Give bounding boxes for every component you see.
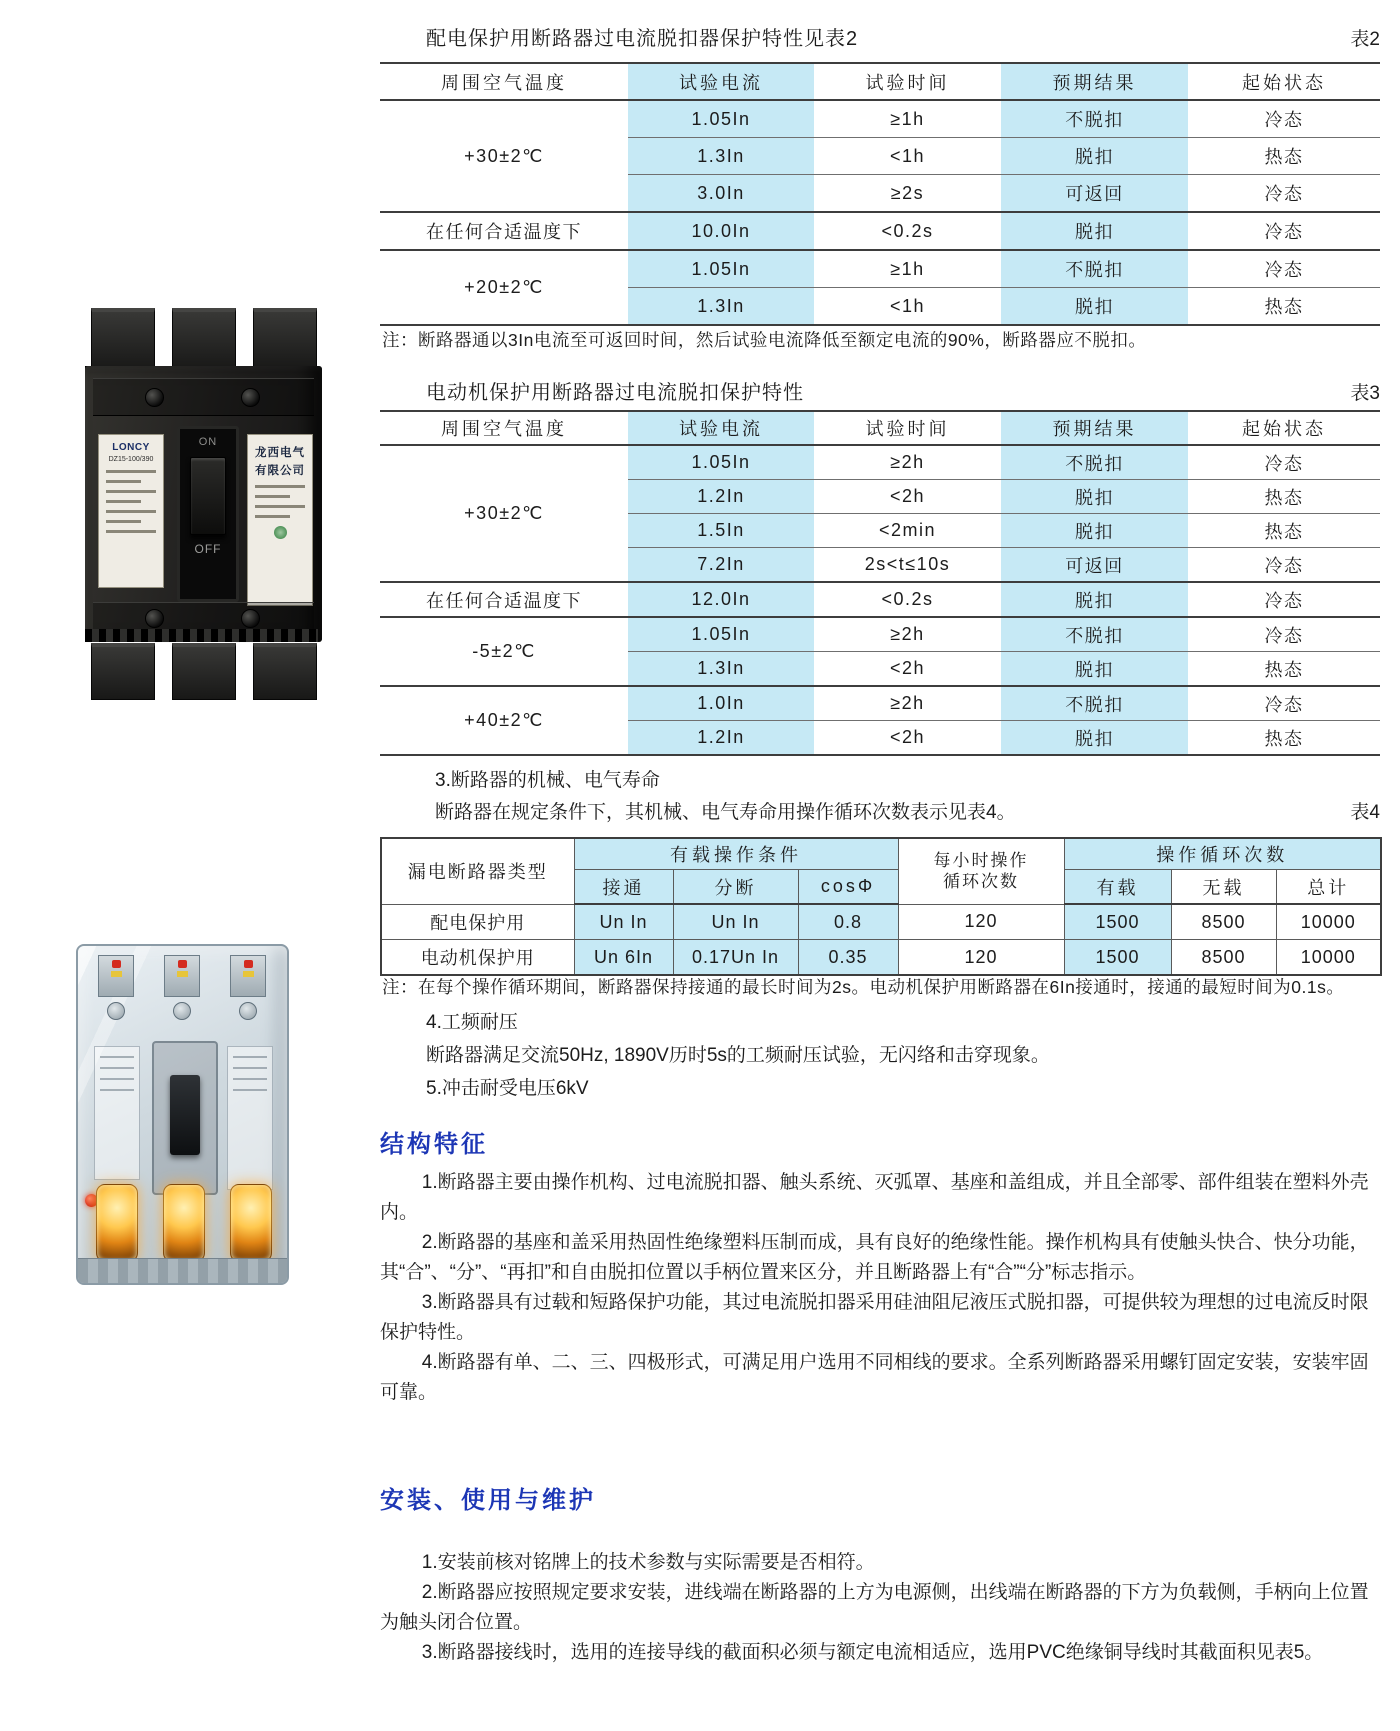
header-cell: 无载 bbox=[1171, 870, 1276, 905]
cell: 2s<t≤10s bbox=[814, 548, 1001, 583]
company-name-line1: 龙西电气 bbox=[255, 447, 305, 459]
table-row bbox=[381, 904, 1381, 940]
cell: 冷态 bbox=[1188, 548, 1380, 583]
cell: 冷态 bbox=[1188, 250, 1380, 288]
cell: 1.3In bbox=[628, 288, 814, 326]
cell: 1.3In bbox=[628, 138, 814, 175]
header-cell: 漏电断路器类型 bbox=[381, 838, 574, 904]
cell: 1.2In bbox=[628, 480, 814, 514]
table4-note: 注：在每个操作循环期间，断路器保持接通的最长时间为2s。电动机保护用断路器在6In接通时，接通的最短时间为0.1s。 bbox=[382, 977, 1345, 997]
paragraph: 1.安装前核对铭牌上的技术参数与实际需要是否相符。 bbox=[421, 1552, 875, 1573]
cell: 0.8 bbox=[798, 904, 898, 940]
breaker-right-label bbox=[247, 434, 313, 606]
cell: ≥1h bbox=[814, 250, 1001, 288]
screw-icon bbox=[107, 1002, 125, 1020]
header-cell: 试验电流 bbox=[628, 63, 814, 100]
paragraph: 3.断路器接线时，选用的连接导线的截面积必须与额定电流相适应，选用PVC绝缘铜导线时其截面积见表5。 bbox=[421, 1642, 1324, 1663]
cell: 1.05In bbox=[628, 100, 814, 138]
cell: <2h bbox=[814, 652, 1001, 687]
company-name-line2: 有限公司 bbox=[255, 465, 305, 477]
cell: 7.2In bbox=[628, 548, 814, 583]
screw-icon bbox=[241, 609, 260, 628]
cell: 冷态 bbox=[1188, 582, 1380, 617]
breaker-vent-strip bbox=[85, 629, 318, 642]
cell: 1.2In bbox=[628, 721, 814, 756]
cell: 8500 bbox=[1171, 904, 1276, 940]
paragraph: 2.断路器的基座和盖采用热固性绝缘塑料压制而成，具有良好的绝缘性能。操作机构具有使触头快合、快分功能，其“合”、“分”、“再扣”和自由脱扣位置以手柄位置来区分，并且断路器上有“合”“分”标志指示。 bbox=[380, 1232, 1369, 1283]
group-header-cell: 有载操作条件 bbox=[574, 838, 898, 870]
cell: <0.2s bbox=[814, 582, 1001, 617]
per-hour-line2: 循环次数 bbox=[943, 872, 1020, 892]
black-breaker-photo bbox=[85, 308, 322, 700]
cell: 1.3In bbox=[628, 652, 814, 687]
table2-note: 注：断路器通以3In电流至可返回时间，然后试验电流降低至额定电流的90%，断路器应不脱扣。 bbox=[382, 330, 1147, 350]
paragraph: 2.断路器应按照规定要求安装，进线端在断路器的上方为电源侧，出线端在断路器的下方为负载侧，手柄向上位置为触头闭合位置。 bbox=[380, 1582, 1369, 1633]
table-row bbox=[380, 445, 1380, 480]
breaker-toggle-handle bbox=[190, 457, 226, 535]
faint-label bbox=[227, 1046, 273, 1190]
screw-icon bbox=[239, 1002, 257, 1020]
cell: ≥2s bbox=[814, 175, 1001, 213]
cell: ≥2h bbox=[814, 445, 1001, 480]
structure-paragraphs bbox=[380, 1168, 1380, 1408]
cell: 热态 bbox=[1188, 721, 1380, 756]
header-cell: 试验时间 bbox=[814, 63, 1001, 100]
cell: 热态 bbox=[1188, 288, 1380, 326]
cell: 10000 bbox=[1276, 940, 1381, 976]
cell: 120 bbox=[898, 904, 1064, 940]
temp-cell: +30±2℃ bbox=[380, 445, 628, 582]
cell: 1500 bbox=[1064, 904, 1171, 940]
temp-cell: 在任何合适温度下 bbox=[380, 212, 628, 250]
cell: <2h bbox=[814, 721, 1001, 756]
cell: 脱扣 bbox=[1001, 652, 1188, 687]
cell: 脱扣 bbox=[1001, 721, 1188, 756]
table3-title: 电动机保护用断路器过电流脱扣保护特性 bbox=[426, 382, 804, 404]
table-row bbox=[380, 686, 1380, 721]
table-row bbox=[380, 250, 1380, 288]
breaker-bottom-terminal bbox=[253, 643, 317, 700]
clear-breaker-body bbox=[76, 944, 289, 1285]
cell: 脱扣 bbox=[1001, 138, 1188, 175]
label-text-lines bbox=[248, 485, 312, 518]
cell: ≥1h bbox=[814, 100, 1001, 138]
cell: 热态 bbox=[1188, 138, 1380, 175]
cell: 不脱扣 bbox=[1001, 445, 1188, 480]
header-cell: cosΦ bbox=[798, 870, 898, 905]
temp-cell: +20±2℃ bbox=[380, 250, 628, 325]
table2-tag: 表2 bbox=[1350, 29, 1380, 50]
paragraph: 1.断路器主要由操作机构、过电流脱扣器、触头系统、灭弧罩、基座和盖组成，并且全部零、部件组装在塑料外壳内。 bbox=[380, 1172, 1369, 1223]
clear-terminal bbox=[230, 955, 266, 997]
table3-tag: 表3 bbox=[1350, 383, 1380, 404]
screw-icon bbox=[145, 388, 164, 407]
header-cell: 预期结果 bbox=[1001, 411, 1188, 445]
cell: 不脱扣 bbox=[1001, 686, 1188, 721]
table4-tag: 表4 bbox=[1350, 802, 1380, 823]
table2 bbox=[380, 62, 1380, 326]
cell: 1.5In bbox=[628, 514, 814, 548]
temp-cell: +40±2℃ bbox=[380, 686, 628, 755]
header-cell: 分断 bbox=[673, 870, 798, 905]
cell: <2h bbox=[814, 480, 1001, 514]
model-text: DZ15-100/390 bbox=[108, 456, 154, 463]
table2-title: 配电保护用断路器过电流脱扣器保护特性见表2 bbox=[426, 28, 859, 50]
header-cell: 周围空气温度 bbox=[380, 411, 628, 445]
coil-glow bbox=[230, 1184, 272, 1262]
withstand-line3: 5.冲击耐受电压6kV bbox=[426, 1078, 589, 1099]
cell: 可返回 bbox=[1001, 548, 1188, 583]
cell: 热态 bbox=[1188, 514, 1380, 548]
withstand-line1: 4.工频耐压 bbox=[426, 1012, 518, 1033]
cell: 1.05In bbox=[628, 445, 814, 480]
table3-header-row bbox=[380, 411, 1380, 445]
cell: 脱扣 bbox=[1001, 582, 1188, 617]
cell: 可返回 bbox=[1001, 175, 1188, 213]
cell: 冷态 bbox=[1188, 686, 1380, 721]
screw-icon bbox=[173, 1002, 191, 1020]
cell: 120 bbox=[898, 940, 1064, 976]
cell: <2min bbox=[814, 514, 1001, 548]
header-cell: 起始状态 bbox=[1188, 411, 1380, 445]
cell: 冷态 bbox=[1188, 175, 1380, 213]
install-heading: 安装、使用与维护 bbox=[380, 1487, 596, 1514]
cell: 8500 bbox=[1171, 940, 1276, 976]
cell: 脱扣 bbox=[1001, 514, 1188, 548]
table3 bbox=[380, 410, 1380, 756]
brand-text: LONCY bbox=[112, 442, 150, 453]
clear-terminal bbox=[164, 955, 200, 997]
on-text: ON bbox=[198, 436, 218, 448]
cell: 冷态 bbox=[1188, 617, 1380, 652]
certification-badge-icon bbox=[274, 526, 287, 539]
header-cell bbox=[898, 838, 1064, 904]
cell: 冷态 bbox=[1188, 445, 1380, 480]
header-cell: 预期结果 bbox=[1001, 63, 1188, 100]
coil-glow bbox=[96, 1184, 138, 1262]
cell: 10.0In bbox=[628, 212, 814, 250]
breaker-top-terminal bbox=[172, 308, 236, 371]
breaker-top-terminal bbox=[91, 308, 155, 371]
table-row bbox=[380, 617, 1380, 652]
withstand-line2: 断路器满足交流50Hz, 1890V历时5s的工频耐压试验，无闪络和击穿现象。 bbox=[426, 1045, 1050, 1066]
content-column bbox=[380, 0, 1380, 1731]
transparent-breaker-photo bbox=[70, 930, 295, 1295]
cell: 脱扣 bbox=[1001, 480, 1188, 514]
table2-title-row bbox=[380, 22, 1380, 51]
screw-icon bbox=[145, 609, 164, 628]
breaker-screw-band bbox=[93, 378, 314, 416]
cell: <1h bbox=[814, 138, 1001, 175]
breaker-top-terminal bbox=[253, 308, 317, 371]
life-heading: 3.断路器的机械、电气寿命 bbox=[435, 770, 660, 791]
cell: 不脱扣 bbox=[1001, 250, 1188, 288]
cell: 0.17Un In bbox=[673, 940, 798, 976]
cell: 冷态 bbox=[1188, 100, 1380, 138]
structure-heading: 结构特征 bbox=[380, 1131, 488, 1158]
paragraph: 3.断路器具有过载和短路保护功能，其过电流脱扣器采用硅油阻尼液压式脱扣器，可提供较为理想的过电流反时限保护特性。 bbox=[380, 1292, 1369, 1343]
temp-cell: +30±2℃ bbox=[380, 100, 628, 212]
header-cell: 总计 bbox=[1276, 870, 1381, 905]
table-row bbox=[380, 582, 1380, 617]
table-row bbox=[380, 212, 1380, 250]
header-cell: 周围空气温度 bbox=[380, 63, 628, 100]
cell: Un In bbox=[574, 904, 673, 940]
cell: 1.05In bbox=[628, 250, 814, 288]
cell: 电动机保护用 bbox=[381, 940, 574, 976]
label-text-lines bbox=[99, 470, 163, 533]
clear-terminal bbox=[98, 955, 134, 997]
table-row bbox=[380, 100, 1380, 138]
cell: 1.05In bbox=[628, 617, 814, 652]
cell: <1h bbox=[814, 288, 1001, 326]
faint-label bbox=[94, 1046, 140, 1180]
cell: 1.0In bbox=[628, 686, 814, 721]
coil-glow bbox=[163, 1184, 205, 1262]
clear-breaker-base bbox=[78, 1258, 287, 1283]
cell: 配电保护用 bbox=[381, 904, 574, 940]
cell: Un 6In bbox=[574, 940, 673, 976]
table2-header-row bbox=[380, 63, 1380, 100]
header-cell: 试验时间 bbox=[814, 411, 1001, 445]
header-cell: 试验电流 bbox=[628, 411, 814, 445]
cell: ≥2h bbox=[814, 617, 1001, 652]
install-paragraphs bbox=[380, 1548, 1380, 1668]
cell: 10000 bbox=[1276, 904, 1381, 940]
life-text: 断路器在规定条件下，其机械、电气寿命用操作循环次数表示见表4。 bbox=[435, 802, 1016, 823]
cell: 脱扣 bbox=[1001, 288, 1188, 326]
cell: 不脱扣 bbox=[1001, 100, 1188, 138]
breaker-bottom-terminal bbox=[91, 643, 155, 700]
cell: 不脱扣 bbox=[1001, 617, 1188, 652]
table4 bbox=[380, 837, 1382, 976]
screw-icon bbox=[241, 388, 260, 407]
header-cell: 起始状态 bbox=[1188, 63, 1380, 100]
cell: 冷态 bbox=[1188, 212, 1380, 250]
breaker-toggle-recess bbox=[177, 426, 239, 602]
cell: ≥2h bbox=[814, 686, 1001, 721]
table-row bbox=[381, 940, 1381, 976]
cell: 脱扣 bbox=[1001, 212, 1188, 250]
paragraph: 4.断路器有单、二、三、四极形式，可满足用户选用不同相线的要求。全系列断路器采用螺钉固定安装，安装牢固可靠。 bbox=[380, 1352, 1369, 1403]
temp-cell: -5±2℃ bbox=[380, 617, 628, 686]
clear-toggle-handle bbox=[170, 1075, 200, 1155]
cell: 热态 bbox=[1188, 480, 1380, 514]
header-cell: 有载 bbox=[1064, 870, 1171, 905]
cell: <0.2s bbox=[814, 212, 1001, 250]
breaker-left-label bbox=[98, 434, 164, 588]
group-header-cell: 操作循环次数 bbox=[1064, 838, 1381, 870]
table4-group-header-row bbox=[381, 838, 1381, 870]
cell: 12.0In bbox=[628, 582, 814, 617]
temp-cell: 在任何合适温度下 bbox=[380, 582, 628, 617]
cell: 3.0In bbox=[628, 175, 814, 213]
off-text: OFF bbox=[194, 542, 222, 556]
cell: Un In bbox=[673, 904, 798, 940]
header-cell: 接通 bbox=[574, 870, 673, 905]
cell: 0.35 bbox=[798, 940, 898, 976]
clear-toggle-recess bbox=[152, 1041, 218, 1195]
life-line-row bbox=[380, 798, 1380, 828]
table3-title-row bbox=[380, 376, 1380, 405]
cell: 热态 bbox=[1188, 652, 1380, 687]
breaker-bottom-terminal bbox=[172, 643, 236, 700]
breaker-body bbox=[85, 366, 322, 642]
per-hour-line1: 每小时操作 bbox=[933, 851, 1029, 871]
cell: 1500 bbox=[1064, 940, 1171, 976]
